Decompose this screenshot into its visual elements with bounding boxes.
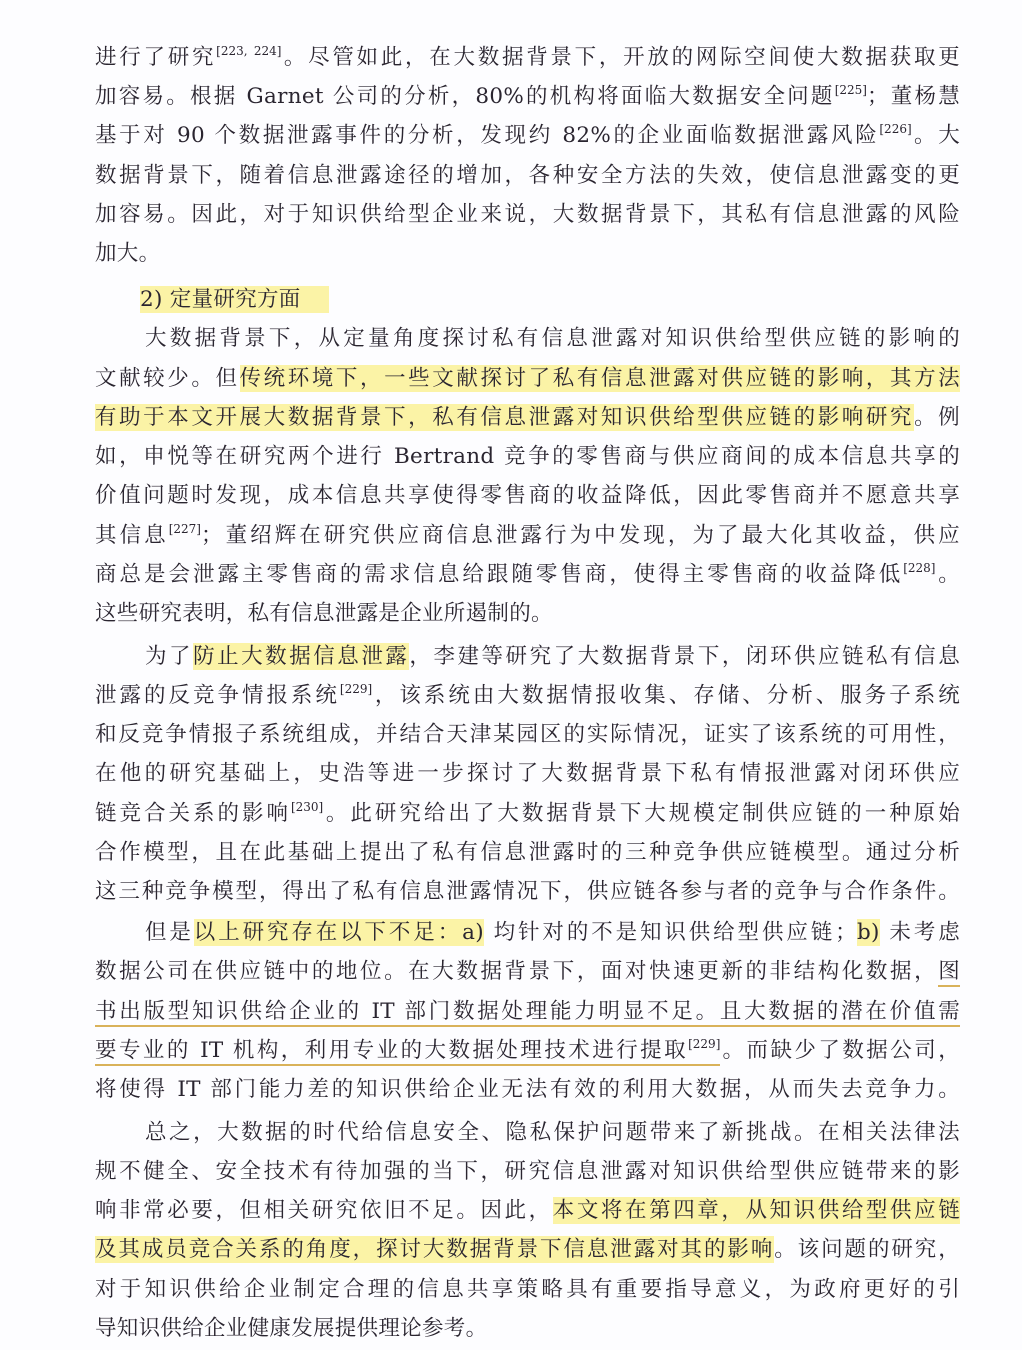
line-text: 要专业的 IT 机构，利用专业的大数据处理技术进行提取: [95, 1038, 689, 1063]
text-line: [95, 677, 960, 715]
line-text: ，李建等研究了大数据背景下，闭环供应链私有信息: [409, 644, 960, 669]
text-line: [95, 993, 960, 1031]
text-line: [95, 1071, 960, 1109]
line-text: 为了: [145, 644, 194, 669]
line-text: 未考虑: [879, 920, 961, 945]
text-line: [95, 873, 960, 911]
line-text: 总之，大数据的时代给信息安全、隐私保护问题带来了新挑战。在相关法律法: [145, 1120, 960, 1145]
highlighted-text: b): [856, 920, 880, 945]
line-text: 商总是会泄露主零售商的需求信息给跟随零售商，使得主零售商的收益降低: [95, 562, 904, 587]
line-text: 规不健全、安全技术有待加强的当下，研究信息泄露对知识供给型供应链带来的影: [95, 1159, 960, 1184]
text-line: [145, 914, 960, 952]
line-text: 加容易。根据 Garnet 公司的分析，80%的机构将面临大数据安全问题: [95, 84, 835, 109]
citation: [229]: [339, 682, 373, 696]
line-text: 如，申悦等在研究两个进行 Bertrand 竞争的零售商与供应商间的成本信息共享的: [95, 444, 960, 469]
text-line: [95, 1192, 960, 1230]
citation: [225]: [834, 83, 867, 97]
line-text: 在他的研究基础上，史浩等进一步探讨了大数据背景下私有情报泄露对闭环供应: [95, 761, 960, 786]
citation: [227]: [168, 522, 201, 536]
line-text: 数据背景下，随着信息泄露途径的增加，各种安全方法的失效，使信息泄露变的更: [95, 163, 960, 188]
text-line: [145, 638, 960, 676]
heading-text: 2) 定量研究方面: [140, 286, 329, 313]
line-text: ，该系统由大数据情报收集、存储、分析、服务子系统: [372, 683, 960, 708]
text-line: [145, 320, 960, 358]
text-line: [145, 1114, 960, 1152]
citation: [230]: [290, 800, 324, 814]
highlighted-text: 及其成员竞合关系的角度，探讨大数据背景下信息泄露对其的影响: [95, 1237, 775, 1262]
line-text: 对于知识供给企业制定合理的信息共享策略具有重要指导意义，为政府更好的引: [95, 1277, 960, 1302]
line-text: ；董绍辉在研究供应商信息泄露行为中发现，为了最大化其收益，供应: [201, 523, 960, 548]
underlined-text: [95, 1038, 720, 1066]
text-line: [95, 1271, 960, 1309]
highlighted-text: 有助于本文开展大数据背景下，私有信息泄露对知识供给型供应链的影响研究: [95, 405, 915, 430]
text-line: [95, 795, 960, 833]
text-line: [95, 196, 960, 234]
text-line: [95, 1153, 960, 1191]
line-text: 响非常必要，但相关研究依旧不足。因此，: [95, 1198, 553, 1223]
text-line: [95, 438, 960, 476]
line-text: 但是: [145, 920, 194, 945]
line-text: 这些研究表明，私有信息泄露是企业所遏制的。: [95, 601, 553, 626]
line-text: 。此研究给出了大数据背景下大规模定制供应链的一种原始: [323, 801, 960, 826]
text-line: [95, 117, 960, 155]
underlined-text: 书出版型知识供给企业的 IT 部门数据处理能力明显不足。且大数据的潜在价值需: [95, 999, 960, 1027]
section-heading: [140, 281, 960, 319]
text-line: [95, 834, 960, 872]
line-text: 。该问题的研究，: [774, 1237, 961, 1262]
text-line: [95, 360, 960, 398]
line-text: 文献较少。但: [95, 366, 240, 391]
text-line: [95, 1032, 960, 1070]
text-line: [95, 39, 960, 77]
highlighted-text: 防止大数据信息泄露: [193, 644, 410, 669]
line-text: 链竞合关系的影响: [95, 801, 291, 826]
line-text: 价值问题时发现，成本信息共享使得零售商的收益降低，因此零售商并不愿意共享: [95, 483, 960, 508]
line-text: 加大。: [95, 241, 161, 266]
line-text: 。大: [911, 123, 961, 148]
text-line: [95, 78, 960, 116]
text-line: [95, 1310, 960, 1348]
highlighted-text: 传统环境下，一些文献探讨了私有信息泄露对供应链的影响，其方法: [239, 366, 960, 391]
text-line: [95, 157, 960, 195]
line-text: 和反竞争情报子系统组成，并结合天津某园区的实际情况，证实了该系统的可用性，: [95, 722, 960, 747]
line-text: 进行了研究: [95, 45, 217, 70]
underlined-text: 图: [938, 959, 960, 987]
line-text: 合作模型，且在此基础上提出了私有信息泄露时的三种竞争供应链模型。通过分析: [95, 840, 960, 865]
text-line: [95, 399, 960, 437]
line-text: 导知识供给企业健康发展提供理论参考。: [95, 1316, 488, 1341]
line-text: 大数据背景下，从定量角度探讨私有信息泄露对知识供给型供应链的影响的: [145, 326, 960, 351]
citation: [223, 224]: [216, 44, 282, 58]
line-text: 其信息: [95, 523, 169, 548]
line-text: 将使得 IT 部门能力差的知识供给企业无法有效的利用大数据，从而失去竞争力。: [95, 1077, 960, 1102]
line-text: 。: [935, 562, 960, 587]
text-line: [95, 1231, 960, 1269]
line-text: 。例: [914, 405, 960, 430]
line-text: ；董杨慧: [866, 84, 961, 109]
highlighted-text: 本文将在第四章，从知识供给型供应链: [552, 1198, 960, 1223]
text-line: [95, 953, 960, 991]
line-text: 加容易。因此，对于知识供给型企业来说，大数据背景下，其私有信息泄露的风险: [95, 202, 960, 227]
text-line: [95, 556, 960, 594]
line-text: 基于对 90 个数据泄露事件的分析，发现约 82%的企业面临数据泄露风险: [95, 123, 880, 148]
text-line: [95, 517, 960, 555]
text-line: [95, 716, 960, 754]
line-text: 数据公司在供应链中的地位。在大数据背景下，面对快速更新的非结构化数据，: [95, 959, 939, 984]
citation: [228]: [903, 561, 936, 575]
line-text: 。尽管如此，在大数据背景下，开放的网际空间使大数据获取更: [281, 45, 960, 70]
highlighted-text: 以上研究存在以下不足：a): [193, 920, 484, 945]
text-line: [95, 235, 960, 273]
line-text: 均针对的不是知识供给型供应链；: [483, 920, 857, 945]
text-line: [95, 755, 960, 793]
citation: [226]: [879, 122, 912, 136]
line-text: 泄露的反竞争情报系统: [95, 683, 340, 708]
line-text: 这三种竞争模型，得出了私有信息泄露情况下，供应链各参与者的竞争与合作条件。: [95, 879, 960, 904]
citation: [229]: [688, 1037, 721, 1051]
text-line: [95, 477, 960, 515]
line-text: 。而缺少了数据公司，: [720, 1038, 960, 1063]
text-line: [95, 595, 960, 633]
